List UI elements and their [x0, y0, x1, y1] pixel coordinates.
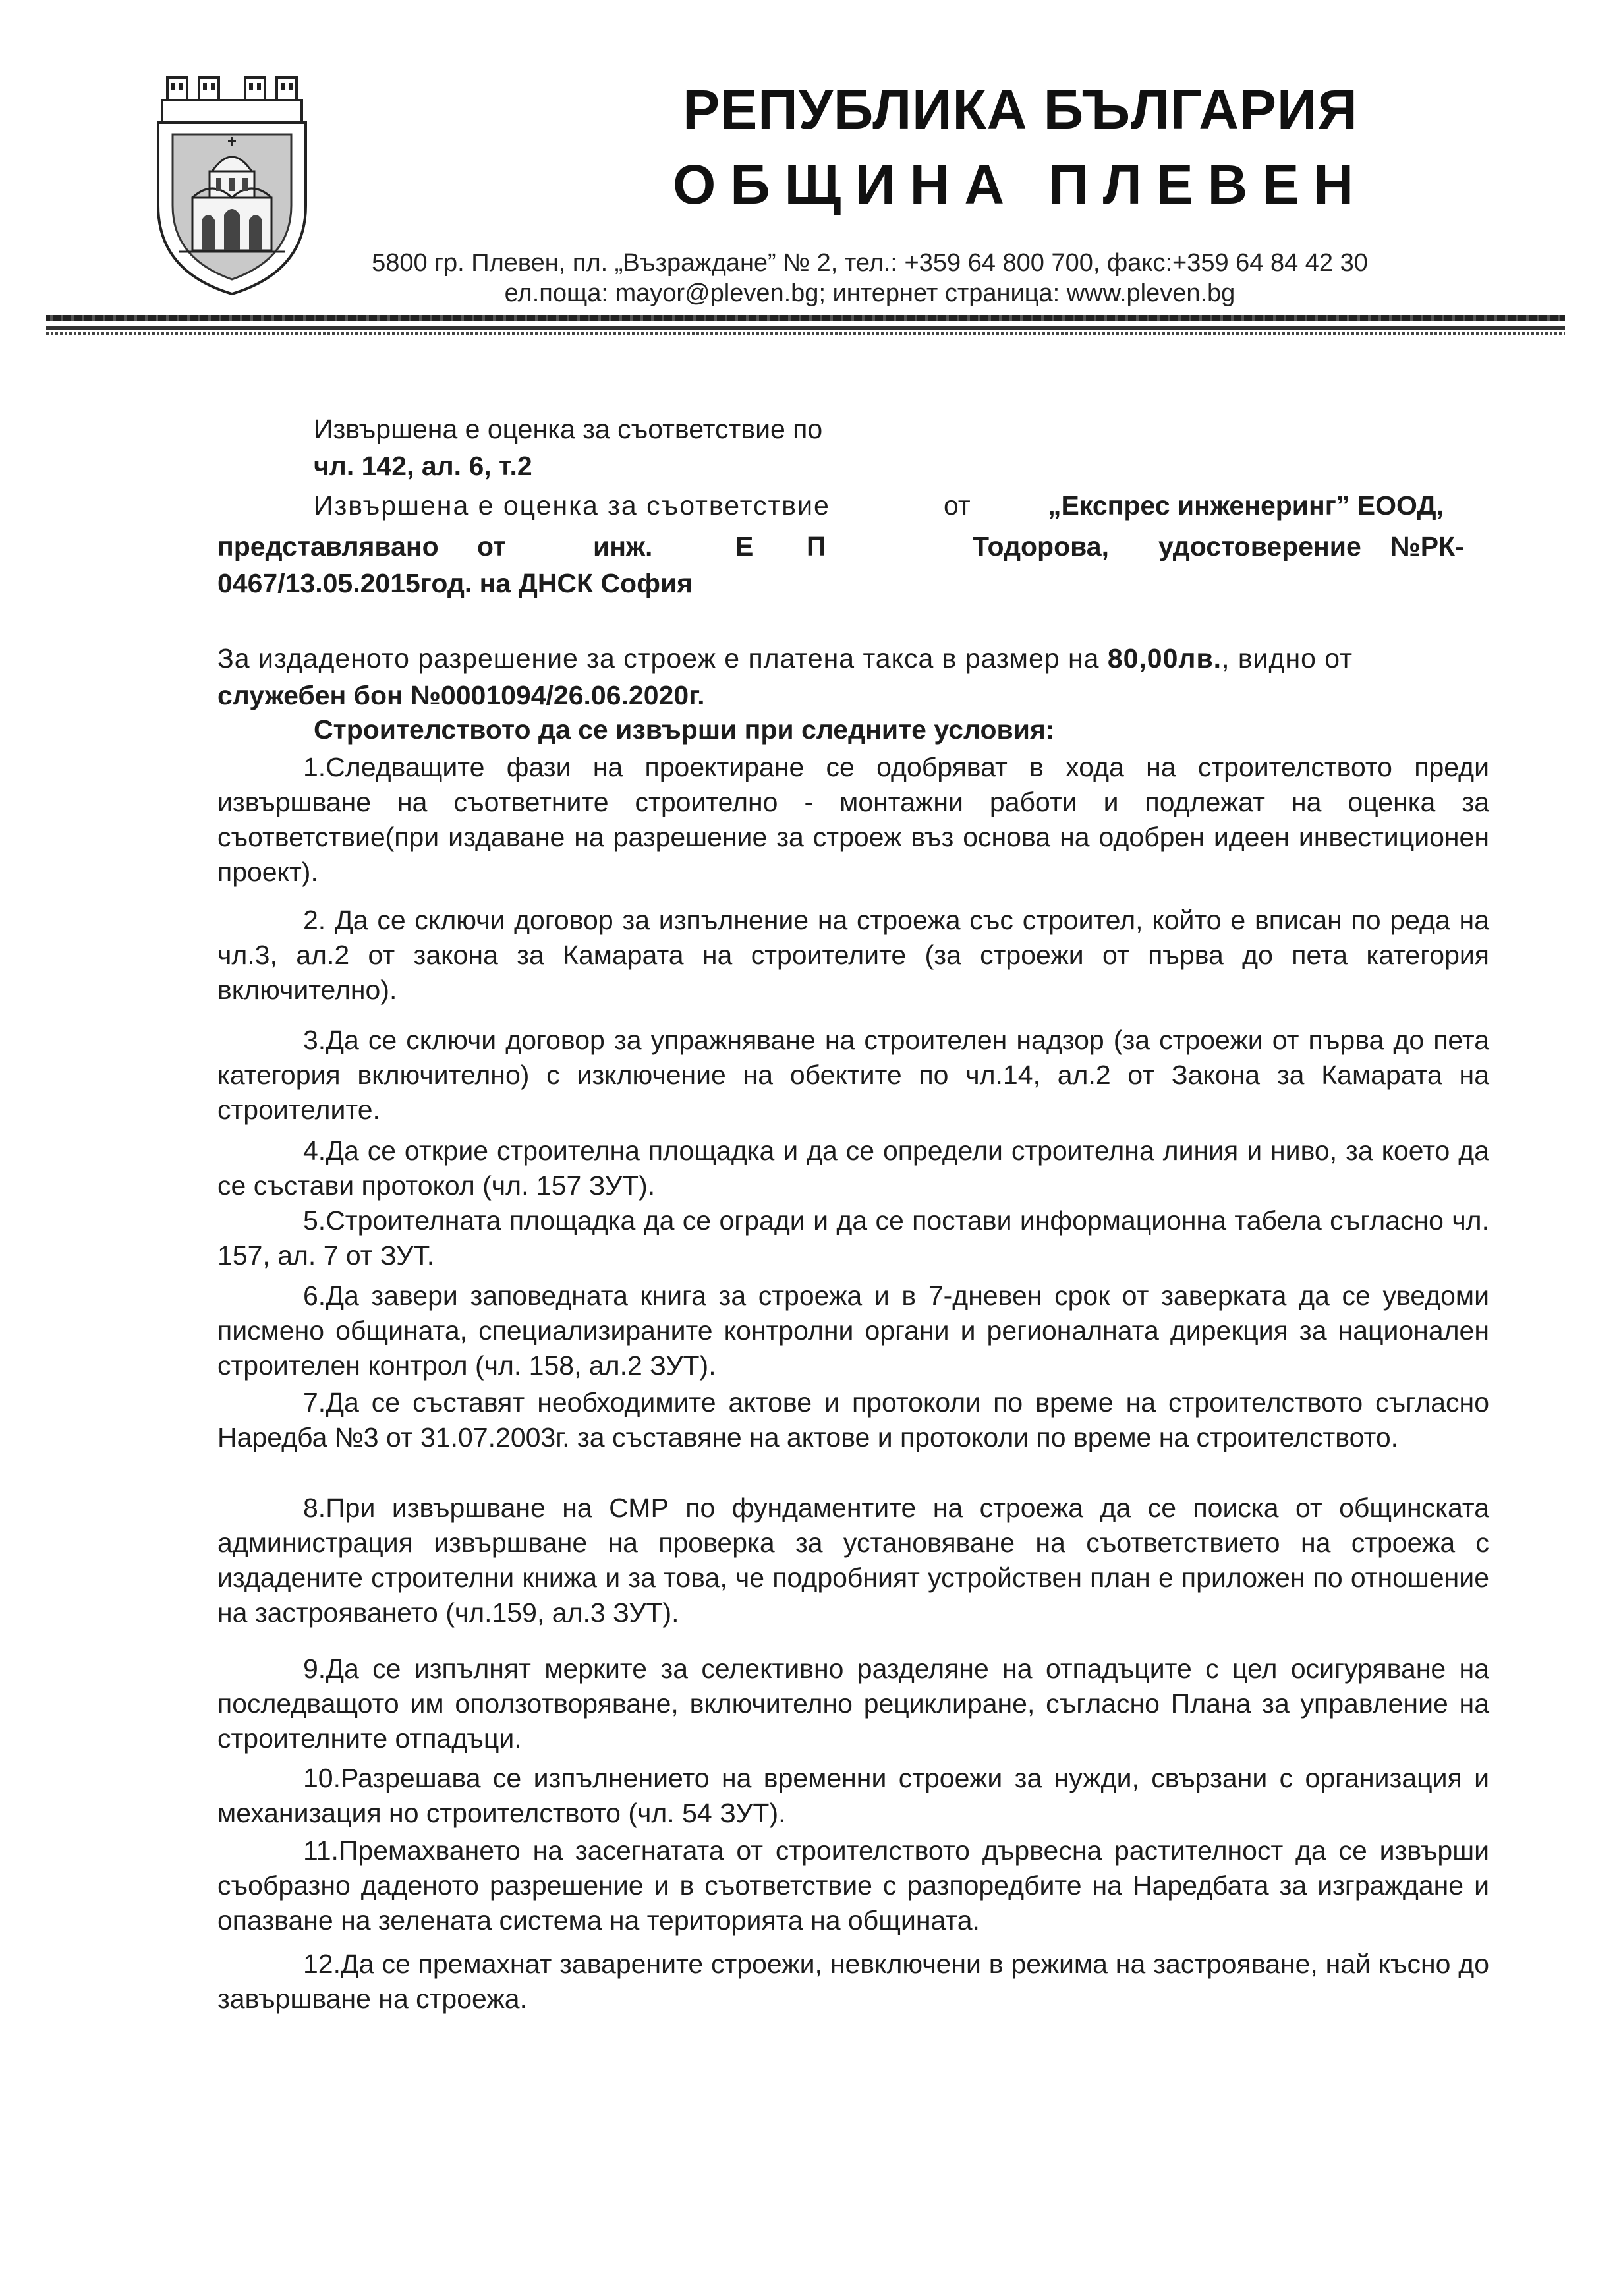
- condition-item: 1.Следващите фази на проектиране се одобряват в хода на строителството преди извършване на съответните строително - монтажни работи и подлежат на оценка за съответствие(при издаване на разрешение за строеж въз основа на одобрен идеен инвестиционен проект).: [217, 752, 1489, 887]
- assessment-line-4a: представлявано: [217, 531, 439, 561]
- fee-amount: 80,00лв.: [1107, 643, 1222, 674]
- fee-receipt: служебен бон №0001094/26.06.2020г.: [217, 680, 705, 710]
- assessment-line-4d: Е: [735, 531, 754, 561]
- fee-line: [217, 643, 1353, 674]
- condition-item: 2. Да се сключи договор за изпълнение на строежа със строител, който е вписан по реда на чл.3, ал.2 от закона за Камарата на строителите (за строежи от първа до пета категория включително).: [217, 905, 1489, 1005]
- condition-item: 10.Разрешава се изпълнението на временни строежи за нужди, свързани с организация и механизация но строителството (чл. 54 ЗУТ).: [217, 1763, 1489, 1828]
- fee-text-end: , видно от: [1222, 643, 1353, 674]
- condition-item: 3.Да се сключи договор за упражняване на строителен надзор (за строежи от първа до пета категория включително) с изключение на обектите по чл.14, ал.2 от Закона за Камарата на строителите.: [217, 1025, 1489, 1125]
- assessment-line-1: Извършена е оценка за съответствие по: [314, 414, 823, 444]
- condition-item: 6.Да завери заповедната книга за строежа и в 7-дневен срок от заверката да се уведоми писмено общината, специализираните контролни органи и регионалната дирекция за национален строителен контрол (чл. 158, ал.2 ЗУТ).: [217, 1280, 1489, 1381]
- assessment-line-3a: Извършена е оценка за съответствие: [314, 490, 830, 521]
- country-title: РЕПУБЛИКА БЪЛГАРИЯ: [683, 78, 1358, 140]
- conditions-heading: Строителството да се извърши при следните условия:: [314, 714, 1055, 745]
- condition-item: 8.При извършване на СМР по фундаментите на строежа да се поиска от общинската администрация извършване на проверка за установяване на съответствието на строежа с издадените строителни книжа и за това, че подробният устройствен план е приложен по отношение на застрояването (чл.159, ал.3 ЗУТ).: [217, 1493, 1489, 1628]
- assessment-certificate: 0467/13.05.2015год. на ДНСК София: [217, 568, 693, 598]
- assessment-line-4h: №РК-: [1390, 531, 1464, 561]
- header-divider: [46, 326, 1565, 330]
- fee-text: За издаденото разрешение за строеж е платена такса в размер на: [217, 643, 1100, 674]
- address-line: 5800 гр. Плевен, пл. „Възраждане” № 2, тел.: +359 64 800 700, факс:+359 64 84 42 30: [372, 249, 1368, 277]
- condition-item: 7.Да се съставят необходимите актове и протоколи по време на строителството съгласно Наредба №3 от 31.07.2003г. за съставяне на актове и протоколи по време на строителството.: [217, 1387, 1489, 1452]
- assessment-line-4f: Тодорова,: [973, 531, 1109, 561]
- condition-item: 9.Да се изпълнят мерките за селективно разделяне на отпадъците с цел осигуряване на последващото им оползотворяване, включително рециклиране, съгласно Плана за управление на строителните отпадъци.: [217, 1653, 1489, 1754]
- assessment-legal-reference: чл. 142, ал. 6, т.2: [314, 451, 532, 481]
- assessment-line-4b: от: [477, 531, 507, 561]
- condition-item: 4.Да се открие строителна площадка и да се определи строителна линия и ниво, за което да се състави протокол (чл. 157 ЗУТ).: [217, 1135, 1489, 1201]
- condition-item: 12.Да се премахнат заварените строежи, невключени в режима на застрояване, най късно до завършване на строежа.: [217, 1949, 1489, 2014]
- header-divider: [46, 332, 1565, 335]
- municipality-title: ОБЩИНА ПЛЕВЕН: [672, 154, 1369, 215]
- header-divider: [46, 315, 1565, 321]
- assessment-line-4e: П: [807, 531, 826, 561]
- condition-item: 5.Строителната площадка да се огради и да се постави информационна табела съгласно чл. 157, ал. 7 от ЗУТ.: [217, 1205, 1489, 1271]
- email-line: ел.поща: mayor@pleven.bg; интернет страница: www.pleven.bg: [504, 279, 1236, 307]
- assessment-line-4g: удостоверение: [1158, 531, 1361, 561]
- assessment-company: „Експрес инженеринг” ЕООД,: [1048, 490, 1444, 521]
- assessment-line-4c: инж.: [593, 531, 653, 561]
- assessment-line-3b: от: [944, 490, 971, 521]
- condition-item: 11.Премахването на засегнатата от строителството дървесна растителност да се извърши съобразно даденото разрешение и в съответствие с разпоредбите на Наредбата за изграждане и опазване на зелената система на територията на общината.: [217, 1835, 1489, 1936]
